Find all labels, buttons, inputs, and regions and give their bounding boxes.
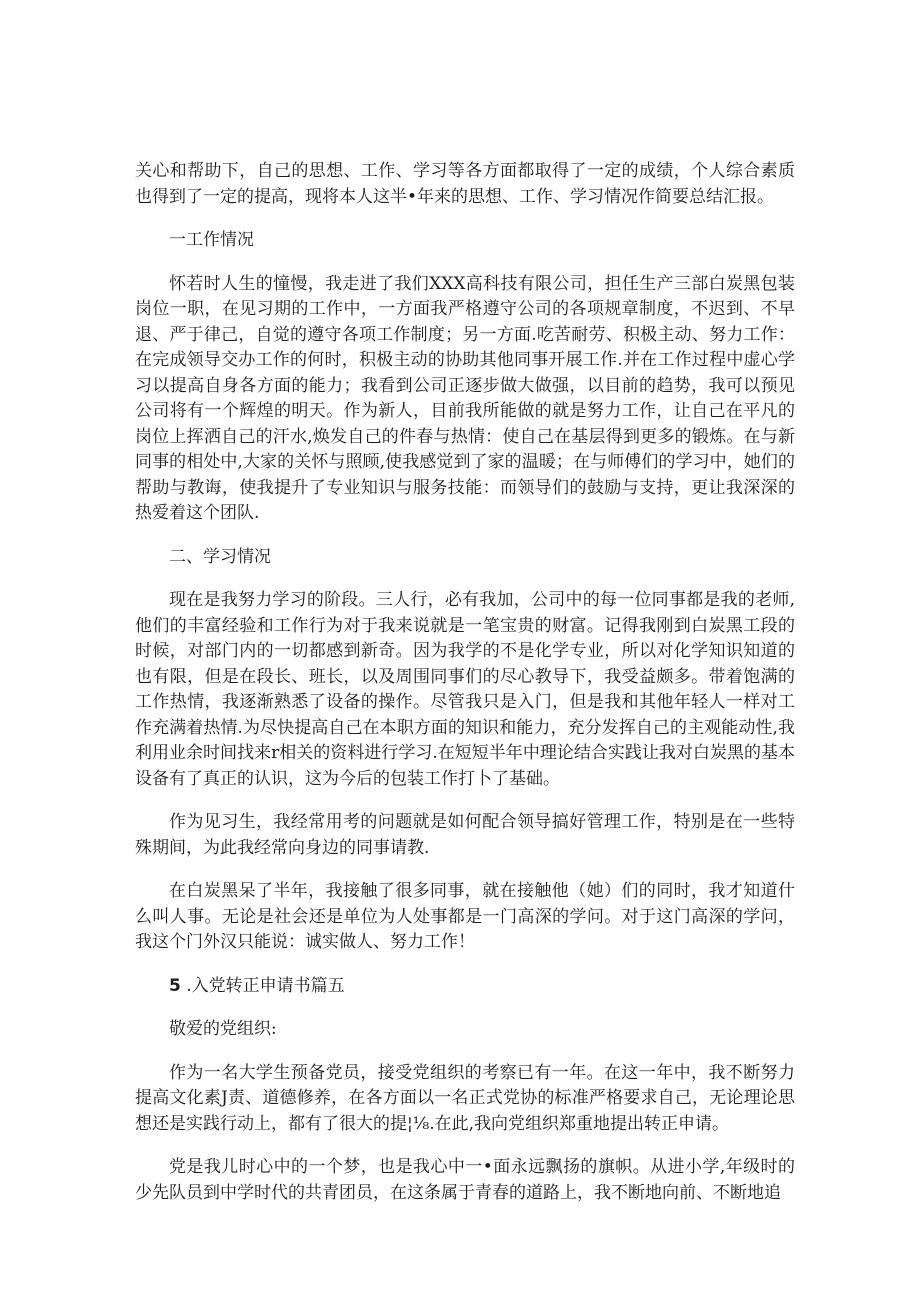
study-paragraph-1: 现在是我努力学习的阶段。三人行，必有我加，公司中的每一位同事都是我的老师,他们的丰富经验和工作行为对于我来说就是一笔宝贵的财富。记得我刚到白炭黑工段的时候，对部门内的一切都感到新奇。因为我学的不是化学专业，所以对化学知识知道的也有限，但是在段长、班长，以及周围同事们的尽心教导下，我受益颇多。带着饱满的工作热情，我逐渐熟悉了设备的操作。尽管我只是入门，但是我和其他年轻人一样对工作充满着热情.为尽快提高自己在本职方面的知识和能力，充分发挥自己的主观能动性,我利用业余时间找来r相关的资料进行学习.在短短半年中理论结合实践让我对白炭黑的基本设备有了真正的认识，这为今后的包装工作打卜了基础。: [135, 590, 795, 789]
work-paragraph: 怀若时人生的憧慢，我走进了我们XXX高科技有限公司，担任生产三部白炭黑包装岗位一职，在见习期的工作中，一方面我严格遵守公司的各项规章制度，不迟到、不早退、严于律己，自觉的遵守各项工作制度；另一方面.吃苦耐劳、积极主动、努力工作：在完成领导交办工作的何时，积极主动的协助其他同事开展工作.并在工作过程中虚心学习以提高自身各方面的能力；我看到公司正逐步做大做强，以目前的趋势，我可以预见公司将有一个辉煌的明天。作为新人，目前我所能做的就是努力工作，让自己在平凡的岗位上挥洒自己的汗水,焕发自己的件春与热情：使自己在基层得到更多的锻炼。在与新同事的相处中,大家的关怀与照顾,使我感觉到了家的温暖；在与师傅们的学习中，她们的帮助与教诲，使我提升了专业知识与服务技能：而领导们的鼓励与支持，更让我深深的热爱着这个团队.: [135, 273, 795, 523]
salutation: 敬爱的党组织:: [169, 1019, 277, 1039]
party-paragraph-2: 党是我儿时心中的一个梦，也是我心中一•面永远飘扬的旗帜。从进小学,年级时的少先队员到中学时代的共青团员，在这条属于青春的道路上，我不断地向前、不断地追: [135, 1157, 795, 1203]
section-number: 5: [169, 975, 181, 996]
intro-paragraph: 关心和帮助下，自己的思想、工作、学习等各方面都取得了一定的成绩，个人综合素质也得到了一定的提高，现将本人这半•年来的思想、工作、学习情况作简要总结汇报。: [135, 161, 795, 207]
heading-study: 二、学习情况: [169, 546, 271, 567]
study-paragraph-2: 作为见习生，我经常用考的问题就是如何配合领导搞好管理工作，特别是在一些特殊期间，为此我经常向身边的同事请教.: [135, 812, 795, 858]
party-paragraph-1: 作为一名大学生预备党员，接受党组织的考察已有一年。在这一年中，我不断努力提高文化素J责、道德修养，在各方面以一名正式党协的标准严格要求自己，无论理论思想还是实践行动上，都有了很大的提¦⅛.在此,我向党组织郑重地提出转正申请。: [135, 1062, 795, 1134]
section-title: [135, 974, 795, 1000]
study-paragraph-3: 在白炭黑呆了半年，我接触了很多同事，就在接触他（她）们的同时，我才知道什么叫人事。无论是社会还是单位为人处事都是一门高深的学问。对于这门高深的学问，我这个门外汉只能说：诚实做人、努力工作！: [135, 881, 795, 952]
heading-work: 一工作情况: [169, 230, 254, 250]
document-body: [135, 159, 795, 1206]
section-title-text: .入党转正申请书篇五: [186, 975, 345, 996]
